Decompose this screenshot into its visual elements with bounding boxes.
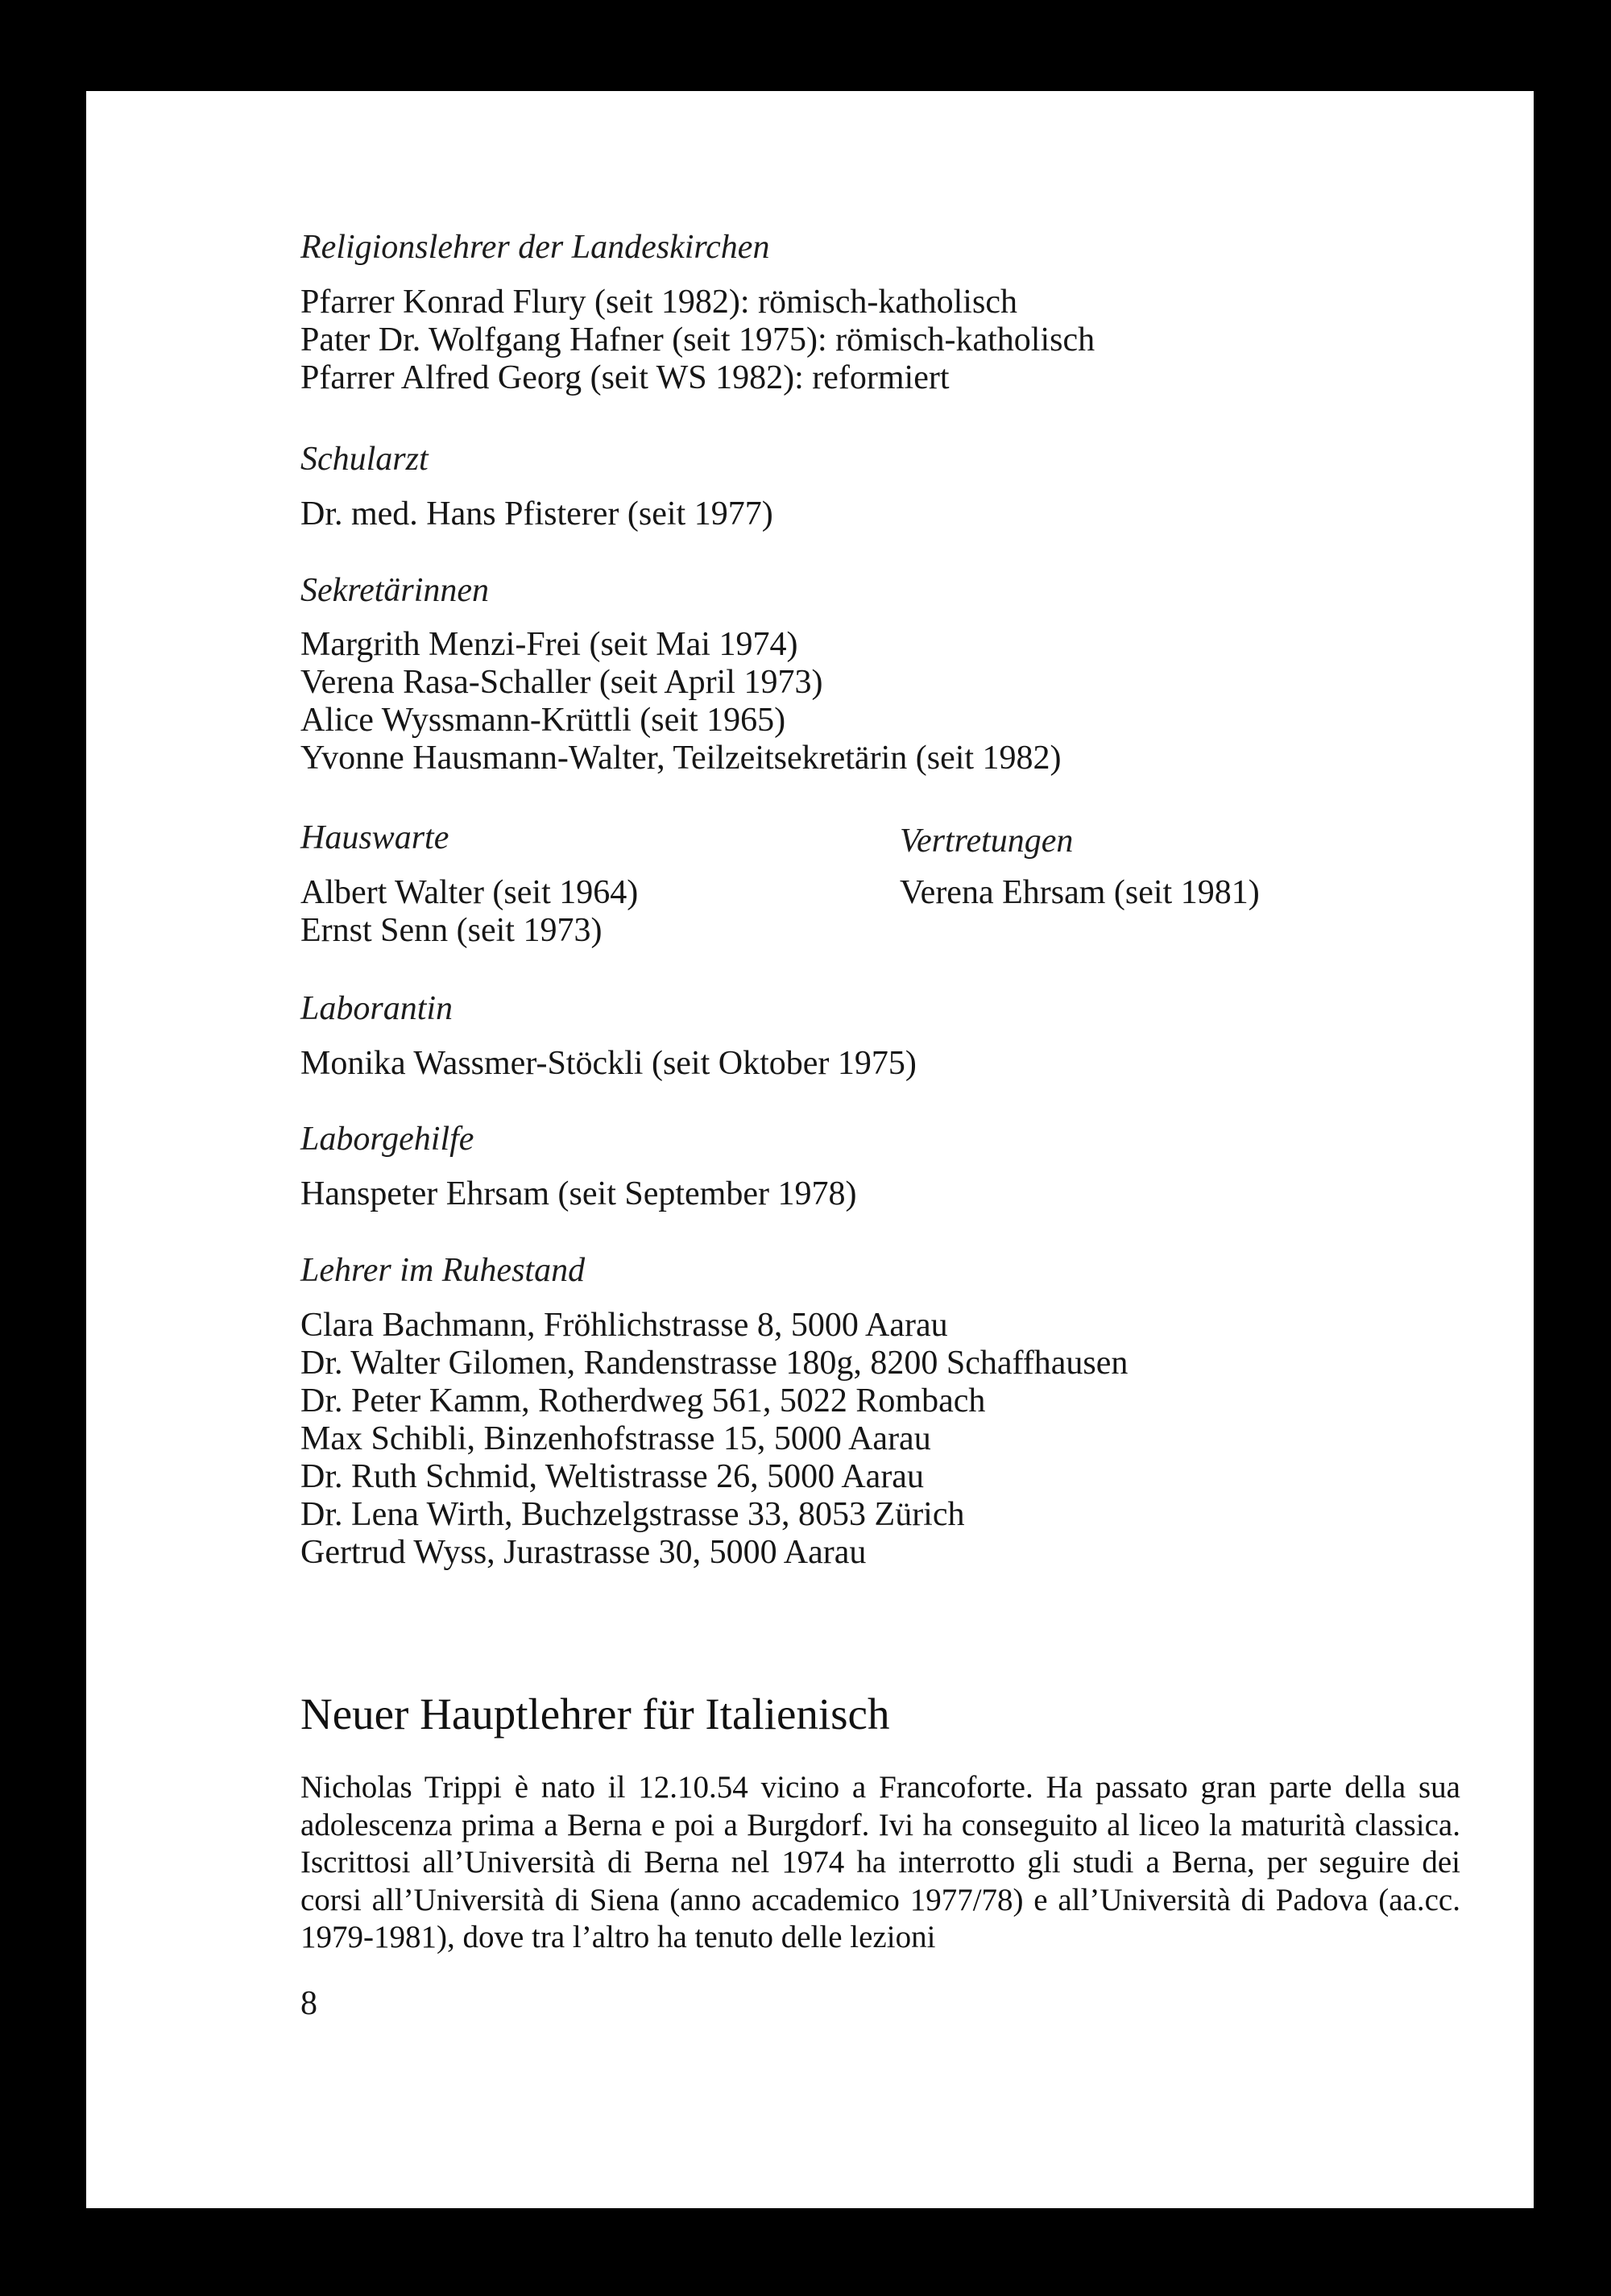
- document-page: [86, 91, 1534, 2208]
- page-number: 8: [300, 1985, 317, 2022]
- vertretungen-list: [900, 874, 1260, 912]
- article-title: Neuer Hauptlehrer für Italienisch: [300, 1689, 890, 1739]
- laborantin-list: [300, 1045, 917, 1083]
- list-item: Hanspeter Ehrsam (seit September 1978): [300, 1175, 857, 1212]
- list-item: Pfarrer Alfred Georg (seit WS 1982): reformiert: [300, 359, 950, 396]
- sekretaerinnen-heading: Sekretärinnen: [300, 572, 490, 609]
- hauswarte-heading: Hauswarte: [300, 819, 449, 856]
- ruhestand-list: [300, 1307, 1128, 1572]
- hauswarte-list: [300, 874, 638, 950]
- list-item: Dr. Peter Kamm, Rotherdweg 561, 5022 Rombach: [300, 1382, 986, 1419]
- list-item: Pfarrer Konrad Flury (seit 1982): römisch-katholisch: [300, 284, 1017, 321]
- schularzt-heading: Schularzt: [300, 441, 429, 478]
- list-item: Dr. Ruth Schmid, Weltistrasse 26, 5000 Aarau: [300, 1458, 924, 1495]
- list-item: Dr. med. Hans Pfisterer (seit 1977): [300, 495, 773, 533]
- article-body: Nicholas Trippi è nato il 12.10.54 vicino a Francoforte. Ha passato gran parte della sua adolescenza prima a Berna e poi a Burgdorf. Ivi ha conseguito al liceo la maturità classica. Iscrittosi all’Università di Berna nel 1974 ha interrotto gli studi a Berna, per seguire dei corsi all’Università di Siena (anno accademico 1977/78) e all’Università di Padova (aa.cc. 1979-1981), dove tra l’altro ha tenuto delle lezioni: [300, 1770, 1460, 1954]
- ruhestand-heading: Lehrer im Ruhestand: [300, 1252, 586, 1289]
- list-item: Max Schibli, Binzenhofstrasse 15, 5000 Aarau: [300, 1420, 931, 1457]
- religion-heading: Religionslehrer der Landeskirchen: [300, 229, 770, 266]
- laborantin-heading: Laborantin: [300, 990, 453, 1027]
- religion-list: [300, 284, 1095, 397]
- list-item: Margrith Menzi-Frei (seit Mai 1974): [300, 626, 798, 663]
- list-item: Clara Bachmann, Fröhlichstrasse 8, 5000 Aarau: [300, 1307, 948, 1344]
- list-item: Verena Ehrsam (seit 1981): [900, 874, 1260, 911]
- list-item: Albert Walter (seit 1964): [300, 874, 639, 911]
- list-item: Dr. Lena Wirth, Buchzelgstrasse 33, 8053 Zürich: [300, 1496, 965, 1533]
- list-item: Alice Wyssmann-Krüttli (seit 1965): [300, 702, 786, 739]
- list-item: Ernst Senn (seit 1973): [300, 912, 603, 949]
- list-item: Verena Rasa-Schaller (seit April 1973): [300, 664, 823, 701]
- list-item: Monika Wassmer-Stöckli (seit Oktober 1975): [300, 1045, 917, 1082]
- schularzt-list: [300, 495, 773, 533]
- list-item: Pater Dr. Wolfgang Hafner (seit 1975): römisch-katholisch: [300, 321, 1095, 358]
- sekretaerinnen-list: [300, 626, 1062, 777]
- laborgehilfe-list: [300, 1175, 856, 1213]
- laborgehilfe-heading: Laborgehilfe: [300, 1121, 474, 1158]
- list-item: Gertrud Wyss, Jurastrasse 30, 5000 Aarau: [300, 1534, 867, 1571]
- vertretungen-heading: Vertretungen: [900, 823, 1074, 860]
- list-item: Dr. Walter Gilomen, Randenstrasse 180g, 8200 Schaffhausen: [300, 1345, 1129, 1382]
- list-item: Yvonne Hausmann-Walter, Teilzeitsekretärin (seit 1982): [300, 740, 1062, 777]
